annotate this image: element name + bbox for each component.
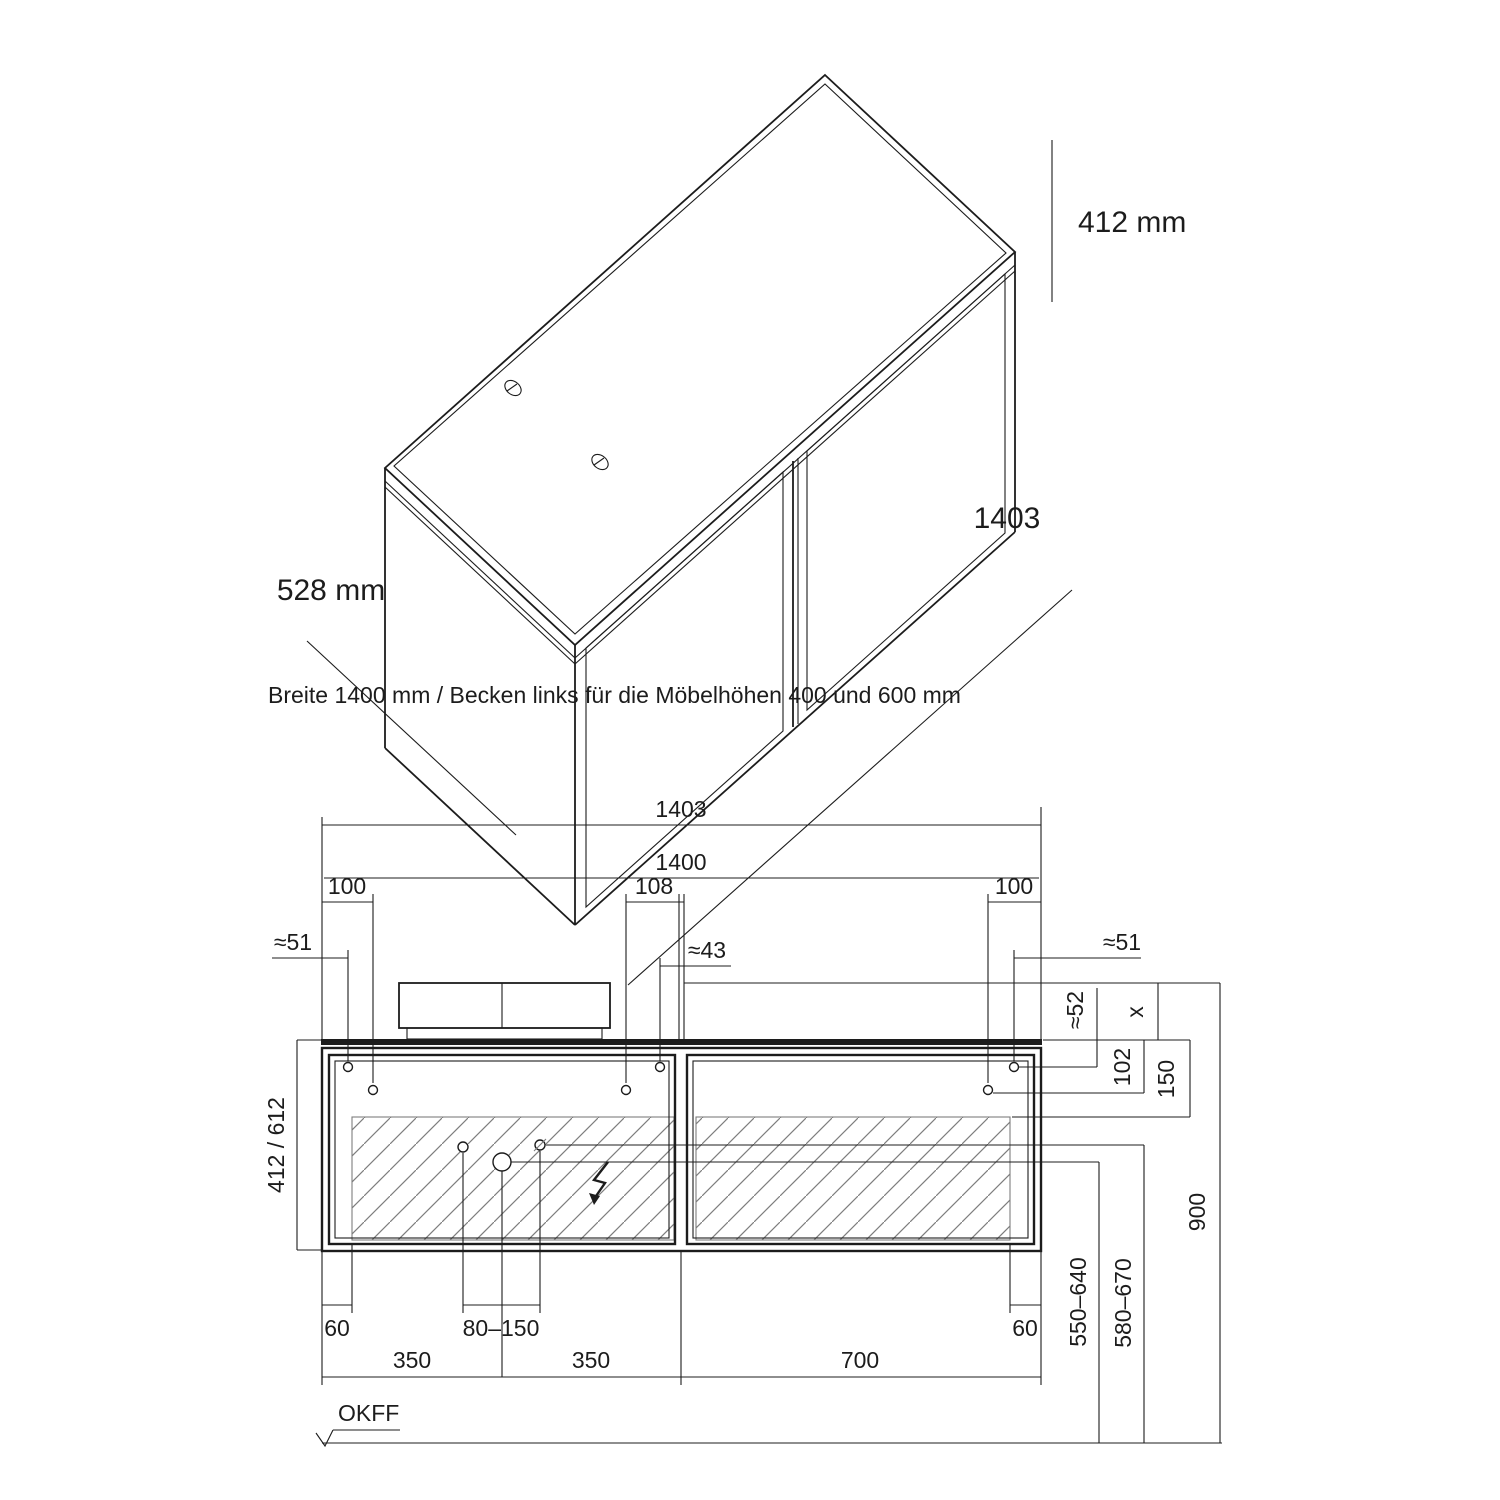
iso-countertop-edge <box>394 84 1006 634</box>
hole-lower-left <box>369 1086 378 1095</box>
dim-1403-label: 1403 <box>655 796 707 822</box>
dim-350a-label: 350 <box>392 1347 432 1373</box>
iso-faucet-hole-1 <box>502 377 524 398</box>
iso-height-label: 412 mm <box>1078 206 1187 239</box>
drain-hole <box>493 1153 511 1171</box>
hole-lower-mid <box>622 1086 631 1095</box>
dim-550-640-label: 550–640 <box>1065 1257 1091 1347</box>
dim-80-150-label: 80–150 <box>462 1315 540 1341</box>
iso-top-face <box>385 75 1015 645</box>
dim-51-right-label: ≈51 <box>1102 929 1142 955</box>
cutout-zone-left <box>352 1117 674 1240</box>
iso-drawer-right <box>807 274 1005 710</box>
iso-width-label: 1403 <box>973 502 1041 535</box>
isometric-view <box>277 75 1187 985</box>
dim-150-label: 150 <box>1153 1059 1179 1099</box>
iso-slab-line-left <box>385 481 575 658</box>
hole-upper-right <box>1010 1063 1019 1072</box>
dim-60-left-label: 60 <box>324 1315 350 1341</box>
dim-580-670-label: 580–670 <box>1110 1258 1136 1348</box>
hole-upper-mid <box>656 1063 665 1072</box>
dim-700-label: 700 <box>840 1347 880 1373</box>
dim-100-right-label: 100 <box>994 873 1034 899</box>
dim-51-left-label: ≈51 <box>273 929 313 955</box>
dim-102-label: 102 <box>1109 1047 1135 1087</box>
dim-900-label: 900 <box>1184 1192 1210 1232</box>
dim-108-label: 108 <box>634 873 674 899</box>
iso-depth-label: 528 mm <box>276 574 386 607</box>
hole-upper-left <box>344 1063 353 1072</box>
hole-lower-right <box>984 1086 993 1095</box>
supply-hole-left <box>458 1142 468 1152</box>
caption: Breite 1400 mm / Becken links für die Möbelhöhen 400 und 600 mm <box>268 682 961 708</box>
dim-100-left-label: 100 <box>327 873 367 899</box>
floor-check-symbol <box>316 1430 333 1446</box>
dim-43-label: ≈43 <box>687 937 727 963</box>
basin <box>399 983 610 1039</box>
cutout-zone-right <box>696 1117 1010 1240</box>
floor-label: OKFF <box>338 1400 400 1426</box>
dim-52-label: ≈52 <box>1062 990 1088 1030</box>
iso-depth-dim-line <box>307 641 516 835</box>
dim-x-label: x <box>1122 1006 1148 1018</box>
iso-faucet-hole-2 <box>589 451 611 472</box>
dim-1400-label: 1400 <box>655 849 707 875</box>
iso-width-dim-line <box>628 590 1072 985</box>
dim-60-right-label: 60 <box>1012 1315 1038 1341</box>
dim-350b-label: 350 <box>571 1347 611 1373</box>
dim-412-612-label: 412 / 612 <box>263 1097 289 1193</box>
front-elevation <box>263 796 1222 1446</box>
countertop <box>321 1039 1042 1045</box>
